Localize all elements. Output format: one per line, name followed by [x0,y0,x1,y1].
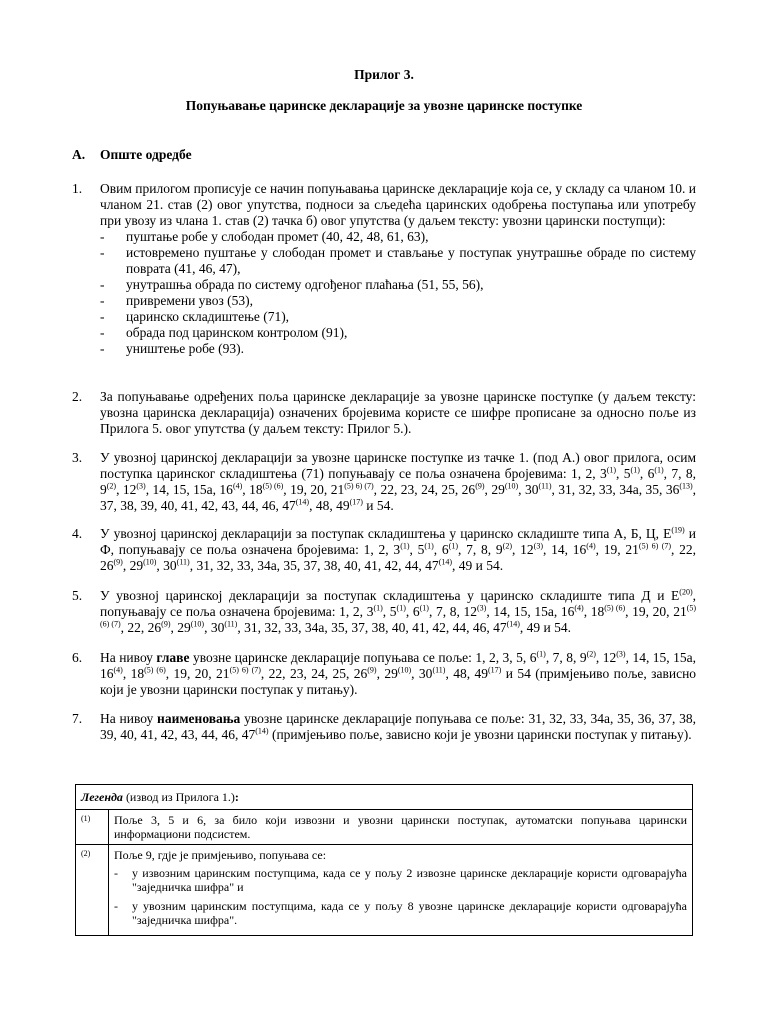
list-item: - истовремено пуштање у слободан промет и стављање у поступак унутрашње обраде по систему поврата (41, 46, 47), [100,245,696,276]
list-item: - унутрашња обрада по систему одгођеног плаћања (51, 55, 56), [100,277,484,292]
legend-header: Легенда (извод из Прилога 1.): [76,785,693,810]
legend-marker: (1) [76,810,109,845]
legend-sublist [114,866,687,927]
paragraph-text: За попуњавање одређених поља царинске декларације за увозне царинске поступке (у даљем тексту: увозна царинска декларација) означених бројевима користе се шифре прописане за односно поље из Прилога 5. овог упутства (у даљем тексту: Прилог 5.). [100,389,696,436]
legend-row [76,845,693,936]
list-item: - обрада под царинском контролом (91), [100,325,348,340]
paragraph-text: Овим прилогом прописује се начин попуњавања царинске декларације која се, у складу са чланом 10. и чланом 21. став (2) овог упутства, подноси за сљедећа царинских одобрења поступања или употребу при увозу из члана 1. став (2) тачка б) овог упутства (у даљем тексту: увозни царински поступци): [100,181,696,228]
paragraph-text: На нивоу главе увозне царинске декларације попуњава се поље: 1, 2, 3, 5, 6$^{(1)}$, 7, 8, 9$^{(2)}$, 12$^{(3)}$, 14, 15, 15а, 16$^{(4)}$, $18^{(5) (6)}$, 19, 20, $21^{(5) 6) (7)}$, 22, 23, 24, 25, 26$^{(9)}$, 29$^{(10)}$, 30$^{(11)}$, 48, 49$^{(17)}$ и 54 (примјењиво поље, зависно који је увозни царински поступак у питању). [100,649,697,697]
paragraph-number: 3. [72,450,83,465]
paragraph-number: 1. [72,181,83,196]
list-item: - уништење робе (93). [100,341,245,356]
paragraph-2 [72,389,696,437]
list-item: - у увозним царинским поступцима, када се у пољу 8 увозне царинске декларације користи одговарајућа "заједничка шифра". [114,899,687,927]
list-item: - пуштање робе у слободан промет (40, 42, 48, 61, 63), [100,229,429,244]
annex-subtitle: Попуњавање царинске декларације за увозне царинске поступке [185,98,583,113]
paragraph-number: 5. [72,588,83,603]
paragraph-number: 2. [72,389,83,404]
paragraph-text: На нивоу наименовања увозне царинске декларације попуњава се поље: 31, 32, 33, 34а, 35, 36, 37, 38, 39, 40, 41, 42, 43, 44, 46, 47$^{(14)}$ (примјењиво поље, зависно који је увозни царински поступак у питању). [100,711,696,742]
annex-title: Прилог 3. [354,67,414,82]
paragraph-1 [72,181,696,357]
legend-table [75,784,693,936]
legend-text: Поље 9, гдје је примјењиво, попуњава се: - у извозним царинским поступцима, када се у пољу 2 извозне царинске декларације користи одговарајућа "заједничка шифра" и - у увозним царинским поступцима, када се у пољу 8 увозне царинске декларације користи одговарајућа "заједничка шифра". [109,845,693,936]
paragraph-number: 4. [72,526,83,541]
section-letter: А. [72,147,86,162]
legend-marker: (2) [76,845,109,936]
list-item: - у извозним царинским поступцима, када се у пољу 2 извозне царинске декларације користи одговарајућа "заједничка шифра" и [114,866,687,894]
paragraph-number: 7. [72,711,83,726]
list-item: - привремени увоз (53), [100,293,254,308]
paragraph-7 [72,711,696,743]
paragraph-3 [72,450,696,514]
legend-row [76,810,693,845]
paragraph-5 [72,588,696,636]
paragraph-text: У увозној царинској декларацији за поступак складиштења у царинско складиште типа Д и $Е^{(20)}$, попуњавају се поља означена бројевима: 1, 2, 3$^{(1)}$, 5$^{(1)}$, 6$^{(1)}$, 7, 8, 12$^{(3)}$, 14, 15, 15а, 16$^{(4)}$, $18^{(5) (6)}$, 19, 20, $21^{(5) (6) (7)}$, 22, 26$^{(9)}$, 29$^{(10)}$, 30$^{(11)}$, 31, 32, 33, 34а, 35, 37, 38, 40, 41, 42, 44, 46, 47$^{(14)}$, 49 и 54. [100,587,697,635]
paragraph-6 [72,650,696,698]
section-heading [72,147,192,163]
list-item: - царинско складиштење (71), [100,309,290,324]
paragraph-number: 6. [72,650,83,665]
section-title: Опште одредбе [100,147,192,162]
procedure-list [100,229,696,357]
paragraph-4 [72,526,696,574]
paragraph-text: У увозној царинској декларацији за увозне царинске поступке из тачке 1. (под А.) овог прилога, осим поступка царинског складиштења (71) попуњавају се поља означена бројевима: 1, 2, 3$^{(1)}$, 5$^{(1)}$, 6$^{(1)}$, 7, 8, 9$^{(2)}$, 12$^{(3)}$, 14, 15, 15а, 16$^{(4)}$, $18^{(5) (6)}$, 19, 20, $21^{(5) 6) (7)}$, 22, 23, 24, 25, 26$^{(9)}$, 29$^{(10)}$, 30$^{(11)}$, 31, 32, 33, 34а, 35, 36$^{(13)}$, 37, 38, 39, 40, 41, 42, 43, 44, 46, 47$^{(14)}$, 48, 49$^{(17)}$ и 54. [100,450,697,513]
paragraph-text: У увозној царинској декларацији за поступак складиштења у царинско складиште типа А, Б, Ц, $Е^{(19)}$ и Ф, попуњавају се поља означена бројевима: 1, 2, 3$^{(1)}$, 5$^{(1)}$, 6$^{(1)}$, 7, 8, 9$^{(2)}$, 12$^{(3)}$, 14, 16$^{(4)}$, 19, $21^{(5) 6) (7)}$, 22, 26$^{(9)}$, 29$^{(10)}$, 30$^{(11)}$, 31, 32, 33, 34а, 35, 37, 38, 40, 41, 42, 44, 47$^{(14)}$, 49 и 54. [100,525,697,573]
legend-text: Поље 3, 5 и 6, за било који извозни и увозни царински поступак, аутоматски попуњава царински информациони подсистем. [109,810,693,845]
